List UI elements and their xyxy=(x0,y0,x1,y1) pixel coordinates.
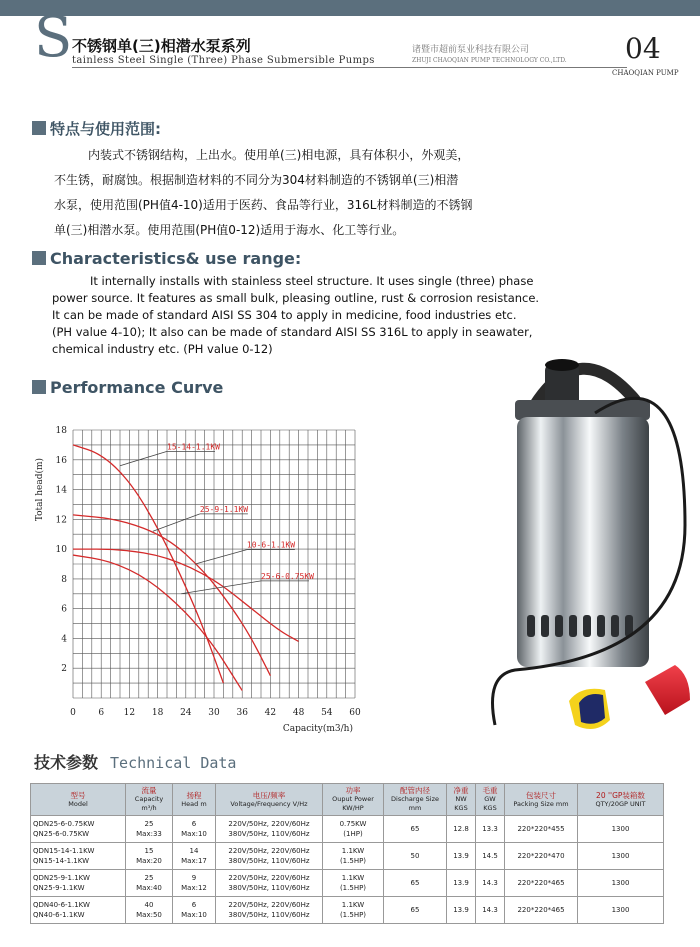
series-label: 10-6-1.1KW xyxy=(246,540,296,550)
cell-line: Max:50 xyxy=(136,911,162,919)
cell-line: Max:17 xyxy=(181,857,207,865)
cell-voltage xyxy=(216,816,323,843)
cell-line: 9 xyxy=(191,874,197,882)
cell-line: 220V/50Hz, 220V/60Hz xyxy=(228,820,310,828)
heading-square-icon xyxy=(32,121,46,135)
y-tick-label: 10 xyxy=(55,545,67,556)
x-tick-label: 6 xyxy=(98,708,105,718)
cell-line: Max:20 xyxy=(136,857,162,865)
col-header-cn: 型号 xyxy=(70,790,86,800)
y-tick-label: 4 xyxy=(61,634,67,645)
table-row xyxy=(31,816,664,843)
features-en-line: It internally installs with stainless steel structure. It uses single (three) phase xyxy=(90,274,534,288)
cell-line: 1.1KW xyxy=(341,901,365,909)
tech-data-title xyxy=(34,750,236,773)
features-cn-line: 不生锈，耐腐蚀。根据制造材料的不同分为304材料制造的不锈钢单(三)相潜 xyxy=(54,173,459,187)
features-cn-line: 单(三)相潜水泵。使用范围(PH值0-12)适用于海水、化工等行业。 xyxy=(54,223,405,237)
x-tick-label: 54 xyxy=(321,708,333,718)
x-axis-label: Capacity(m3/h) xyxy=(282,724,353,734)
col-header-model xyxy=(31,784,126,816)
cell-packing: 220*220*470 xyxy=(505,843,578,870)
col-header-cn: 功率 xyxy=(345,786,361,795)
page-label: CHAOQIAN PUMP xyxy=(612,69,679,77)
cell-line: 380V/50Hz, 110V/60Hz xyxy=(228,857,310,865)
x-tick-label: 24 xyxy=(180,708,192,718)
col-header-en: Head m xyxy=(181,799,207,808)
heading-square-icon xyxy=(32,380,46,394)
cell-capacity xyxy=(126,816,173,843)
x-tick-label: 12 xyxy=(123,708,136,718)
cell-line: 15 xyxy=(144,847,154,855)
tech-data-title-en: Technical Data xyxy=(110,754,237,772)
features-cn-paragraph xyxy=(46,143,506,243)
cell-line: 1.1KW xyxy=(341,847,365,855)
col-header-gw xyxy=(476,784,505,816)
performance-curve-chart xyxy=(28,420,378,734)
col-header-en: Model xyxy=(68,799,88,808)
x-tick-label: 0 xyxy=(70,708,76,718)
cell-capacity xyxy=(126,843,173,870)
cell-line: Max:40 xyxy=(136,884,162,892)
tech-data-title-cn: 技术参数 xyxy=(34,753,99,772)
tech-data-table xyxy=(30,783,664,924)
x-tick-label: 18 xyxy=(151,708,164,718)
cell-line: Max:12 xyxy=(181,884,207,892)
col-header-cn: 流量 xyxy=(141,786,157,795)
cell-head xyxy=(173,897,216,924)
cell-head xyxy=(173,816,216,843)
col-header-cn: 扬程 xyxy=(186,790,202,800)
series-label: 25-6-0.75KW xyxy=(261,571,314,581)
x-tick-label: 30 xyxy=(208,708,220,718)
series-label: 25-9-1.1KW xyxy=(199,504,249,514)
y-tick-label: 14 xyxy=(55,485,67,496)
cell-discharge: 50 xyxy=(384,843,447,870)
cell-nw: 13.9 xyxy=(447,870,476,897)
y-tick-label: 6 xyxy=(61,604,67,615)
company-name-cn: 诸暨市超前泵业科技有限公司 xyxy=(412,45,530,55)
cell-line: QDN40-6-1.1KW xyxy=(33,901,90,909)
cell-gw: 14.3 xyxy=(476,870,505,897)
col-header-cn: 包装尺寸 xyxy=(526,790,556,800)
label-leader-line xyxy=(181,581,261,594)
cell-power xyxy=(323,897,384,924)
y-tick-label: 12 xyxy=(55,515,67,526)
col-header-packing xyxy=(505,784,578,816)
features-en-line: (PH value 4-10); It also can be made of standard AISI SS 316L to apply in seawater, xyxy=(52,325,533,339)
table-row xyxy=(31,870,664,897)
y-tick-label: 16 xyxy=(55,455,67,466)
features-en-line: chemical industry etc. (PH value 0-12) xyxy=(52,342,273,356)
cell-power xyxy=(323,843,384,870)
cell-model xyxy=(31,870,126,897)
col-header-en: Capacity m³/h xyxy=(134,795,164,812)
cell-line: 25 xyxy=(144,874,154,882)
cell-nw: 12.8 xyxy=(447,816,476,843)
series-label: 15-14-1.1KW xyxy=(167,442,220,452)
cell-line: Max:10 xyxy=(181,830,207,838)
cell-line: QN25-9-1.1KW xyxy=(33,884,85,892)
col-header-cn: 毛重 xyxy=(482,786,498,795)
cell-gw: 14.3 xyxy=(476,897,505,924)
col-header-en: Voltage/Frequency V/Hz xyxy=(230,799,308,808)
col-header-cn: 净重 xyxy=(453,786,469,795)
table-row xyxy=(31,897,664,924)
cell-line: (1.5HP) xyxy=(339,857,367,865)
col-header-voltage xyxy=(216,784,323,816)
header-big-letter: S xyxy=(34,5,73,70)
col-header-en: GW KGS xyxy=(483,795,497,812)
cell-line: 14 xyxy=(189,847,199,855)
features-en-line: It can be made of standard AISI SS 304 to apply in medicine, food industries etc. xyxy=(52,308,517,322)
cell-qty: 1300 xyxy=(578,843,664,870)
cell-discharge: 65 xyxy=(384,870,447,897)
cell-nw: 13.9 xyxy=(447,897,476,924)
col-header-en: Packing Size mm xyxy=(513,799,569,808)
col-header-en: Discharge Size mm xyxy=(391,795,439,812)
features-en-line: power source. It features as small bulk, pleasing outline, rust & corrosion resistance. xyxy=(52,291,540,305)
cell-voltage xyxy=(216,897,323,924)
cell-line: (1.5HP) xyxy=(339,911,367,919)
cell-head xyxy=(173,843,216,870)
col-header-en: NW KGS xyxy=(454,795,468,812)
x-tick-label: 36 xyxy=(236,708,248,718)
y-axis-label: Total head(m) xyxy=(35,457,45,522)
cell-line: QDN25-9-1.1KW xyxy=(33,874,90,882)
cell-line: 220V/50Hz, 220V/60Hz xyxy=(228,901,310,909)
y-tick-label: 18 xyxy=(55,426,67,436)
cell-line: 1.1KW xyxy=(341,874,365,882)
col-header-cn: 电压/频率 xyxy=(252,790,286,800)
heading-square-icon xyxy=(32,251,46,265)
col-header-discharge xyxy=(384,784,447,816)
cell-model xyxy=(31,897,126,924)
x-tick-label: 42 xyxy=(264,708,277,718)
cell-line: (1.5HP) xyxy=(339,884,367,892)
features-cn-heading xyxy=(32,118,161,139)
features-en-heading xyxy=(32,249,301,268)
x-tick-label: 60 xyxy=(349,708,361,718)
cell-power xyxy=(323,870,384,897)
performance-heading-text: Performance Curve xyxy=(50,378,224,397)
cell-line: QN40-6-1.1KW xyxy=(33,911,85,919)
cell-line: 380V/50Hz, 110V/60Hz xyxy=(228,884,310,892)
pump-illustration xyxy=(485,325,695,735)
cell-line: 380V/50Hz, 110V/60Hz xyxy=(228,830,310,838)
cell-model xyxy=(31,843,126,870)
cell-line: 380V/50Hz, 110V/60Hz xyxy=(228,911,310,919)
cell-packing: 220*220*465 xyxy=(505,870,578,897)
label-leader-line xyxy=(120,451,167,465)
performance-heading xyxy=(32,378,223,397)
header-divider xyxy=(72,67,627,68)
series-title-en: tainless Steel Single (Three) Phase Submersible Pumps xyxy=(72,55,375,66)
cell-line: 220V/50Hz, 220V/60Hz xyxy=(228,847,310,855)
col-header-cn: 配管内径 xyxy=(400,786,430,795)
cell-line: QDN25-6-0.75KW xyxy=(33,820,95,828)
cell-line: 6 xyxy=(191,820,197,828)
cell-line: 0.75KW xyxy=(339,820,367,828)
page-number: 04 xyxy=(625,32,661,65)
col-header-en: QTY/20GP UNIT xyxy=(595,799,646,808)
label-leader-line xyxy=(195,550,247,564)
cell-capacity xyxy=(126,897,173,924)
col-header-cn: 20 ''GP装箱数 xyxy=(596,790,645,800)
cell-packing: 220*220*455 xyxy=(505,816,578,843)
cell-line: Max:33 xyxy=(136,830,162,838)
features-cn-line: 水泵，使用范围(PH值4-10)适用于医药、食品等行业，316L材料制造的不锈钢 xyxy=(54,198,473,212)
cell-gw: 14.5 xyxy=(476,843,505,870)
curve-25-9-1.1KW xyxy=(73,515,270,676)
col-header-power xyxy=(323,784,384,816)
cell-line: QN15-14-1.1KW xyxy=(33,857,90,865)
cell-line: 6 xyxy=(191,901,197,909)
cell-line: 40 xyxy=(144,901,154,909)
col-header-en: Ouput Power KW/HP xyxy=(332,795,374,812)
table-row xyxy=(31,843,664,870)
cell-model xyxy=(31,816,126,843)
col-header-capacity xyxy=(126,784,173,816)
cell-line: Max:10 xyxy=(181,911,207,919)
x-tick-label: 48 xyxy=(292,708,305,718)
col-header-qty xyxy=(578,784,664,816)
cell-line: QDN15-14-1.1KW xyxy=(33,847,95,855)
series-title-cn: 不锈钢单(三)相潜水泵系列 xyxy=(72,37,251,55)
cell-line: (1HP) xyxy=(343,830,363,838)
cell-qty: 1300 xyxy=(578,816,664,843)
cell-gw: 13.3 xyxy=(476,816,505,843)
table-header-row xyxy=(31,784,664,816)
y-tick-label: 8 xyxy=(61,574,67,585)
cell-head xyxy=(173,870,216,897)
top-bar xyxy=(0,0,700,16)
y-tick-label: 2 xyxy=(61,664,67,675)
cell-nw: 13.9 xyxy=(447,843,476,870)
cell-line: QN25-6-0.75KW xyxy=(33,830,90,838)
cell-voltage xyxy=(216,843,323,870)
features-cn-heading-text: 特点与使用范围: xyxy=(50,120,161,138)
cell-discharge: 65 xyxy=(384,816,447,843)
features-cn-line: 内装式不锈钢结构，上出水。使用单(三)相电源，具有体积小，外观美， xyxy=(88,148,470,162)
company-name-en: ZHUJI CHAOQIAN PUMP TECHNOLOGY CO.,LTD. xyxy=(412,57,567,64)
cell-qty: 1300 xyxy=(578,897,664,924)
col-header-head xyxy=(173,784,216,816)
cell-line: 220V/50Hz, 220V/60Hz xyxy=(228,874,310,882)
features-en-heading-text: Characteristics& use range: xyxy=(50,249,302,268)
cell-power xyxy=(323,816,384,843)
cell-qty: 1300 xyxy=(578,870,664,897)
cell-capacity xyxy=(126,870,173,897)
cell-line: 25 xyxy=(144,820,154,828)
col-header-nw xyxy=(447,784,476,816)
cell-packing: 220*220*465 xyxy=(505,897,578,924)
cell-voltage xyxy=(216,870,323,897)
cell-discharge: 65 xyxy=(384,897,447,924)
